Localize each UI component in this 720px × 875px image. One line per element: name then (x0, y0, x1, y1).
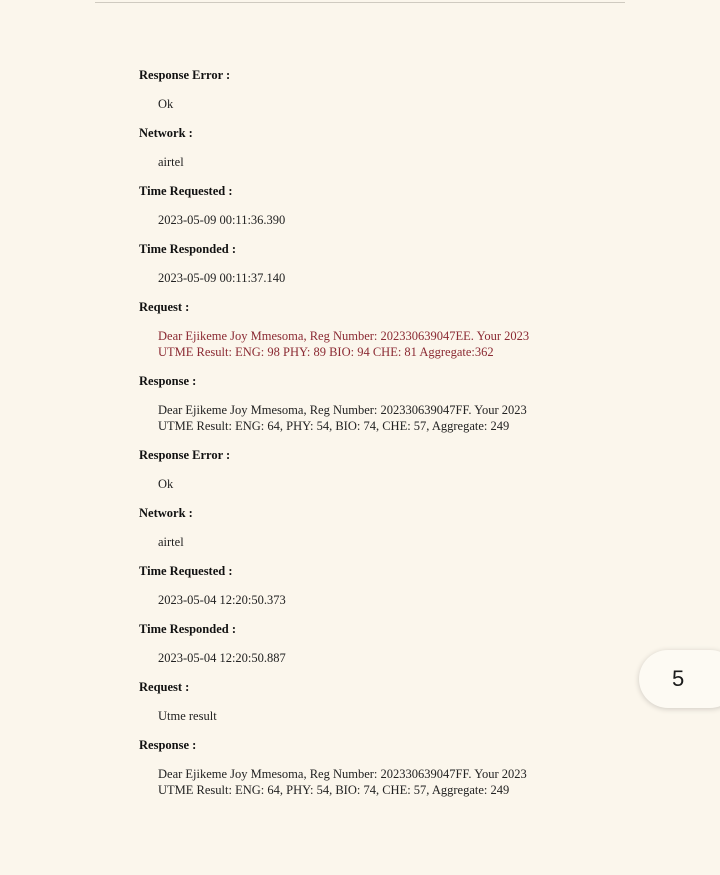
entry-label-response: Response : (139, 738, 197, 752)
entry-value-response-message: Dear Ejikeme Joy Mmesoma, Reg Number: 202330639047FF. Your 2023 UTME Result: ENG: 64, PHY: 54, BIO: 74, CHE: 57, Aggregate: 249 (158, 767, 527, 797)
entry-value-response-error: Ok (158, 477, 174, 491)
page-number: 5 (672, 666, 685, 691)
entry-label-request: Request : (139, 300, 190, 314)
entry-label-response-error: Response Error : (139, 448, 231, 462)
entry-label-network: Network : (139, 506, 193, 520)
entry-value-network: airtel (158, 155, 184, 169)
entry-label-time-responded: Time Responded : (139, 622, 237, 636)
sms-log-document (139, 67, 559, 798)
entry-value-time-requested: 2023-05-04 12:20:50.373 (158, 593, 286, 607)
entry-value-request-message: Utme result (158, 709, 217, 723)
entry-label-response: Response : (139, 374, 197, 388)
entry-value-time-responded: 2023-05-09 00:11:37.140 (158, 271, 286, 285)
entry-value-response-message: Dear Ejikeme Joy Mmesoma, Reg Number: 202330639047FF. Your 2023 UTME Result: ENG: 64, PHY: 54, BIO: 74, CHE: 57, Aggregate: 249 (158, 403, 527, 433)
entry-value-time-responded: 2023-05-04 12:20:50.887 (158, 651, 286, 665)
entry-label-network: Network : (139, 126, 193, 140)
entry-value-request-message: Dear Ejikeme Joy Mmesoma, Reg Number: 202330639047EE. Your 2023 UTME Result: ENG: 98 PHY: 89 BIO: 94 CHE: 81 Aggregate:362 (158, 329, 530, 359)
entry-label-response-error: Response Error : (139, 68, 231, 82)
page-number-badge[interactable] (639, 650, 720, 708)
entry-label-time-requested: Time Requested : (139, 184, 233, 198)
entry-label-request: Request : (139, 680, 190, 694)
entry-value-time-requested: 2023-05-09 00:11:36.390 (158, 213, 286, 227)
entry-value-network: airtel (158, 535, 184, 549)
top-divider (95, 2, 625, 3)
entry-label-time-responded: Time Responded : (139, 242, 237, 256)
entry-value-response-error: Ok (158, 97, 174, 111)
entry-label-time-requested: Time Requested : (139, 564, 233, 578)
